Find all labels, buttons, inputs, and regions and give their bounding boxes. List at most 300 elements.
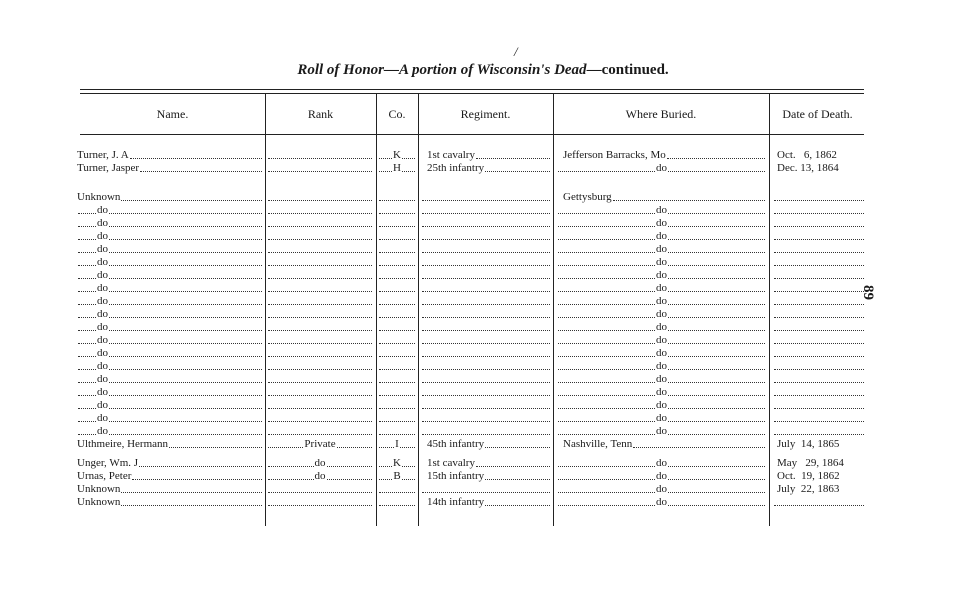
leader-dots [668, 226, 765, 227]
leader-dots [422, 408, 550, 409]
cell-name [77, 483, 263, 496]
leader-dots [422, 356, 550, 357]
rank-text: do [314, 470, 326, 482]
cell-date [773, 191, 865, 204]
cell-date [773, 334, 865, 347]
cell-rank [267, 412, 373, 425]
leader-dots [422, 213, 550, 214]
top-rule [80, 89, 864, 90]
rank-text: do [314, 457, 326, 469]
leader-dots [268, 291, 372, 292]
leader-dots [422, 226, 550, 227]
leader-dots [78, 278, 96, 279]
leader-dots [268, 492, 372, 493]
leader-dots [774, 278, 864, 279]
cell-where [557, 360, 766, 373]
where-text: do [656, 412, 667, 424]
name-text: do [97, 256, 108, 268]
where-text: do [656, 386, 667, 398]
cell-where [557, 295, 766, 308]
leader-dots [268, 200, 372, 201]
leader-dots [109, 356, 262, 357]
leader-dots [668, 466, 765, 467]
cell-name [77, 412, 263, 425]
where-text: do [656, 256, 667, 268]
cell-where [557, 191, 766, 204]
cell-where [557, 282, 766, 295]
cell-name [77, 373, 263, 386]
leader-dots [169, 447, 262, 448]
leader-dots [668, 434, 765, 435]
leader-dots [668, 239, 765, 240]
leader-dots [379, 200, 415, 201]
where-text: do [656, 347, 667, 359]
cell-co [378, 243, 416, 256]
leader-dots [268, 408, 372, 409]
leader-dots [668, 356, 765, 357]
leader-dots [668, 171, 765, 172]
leader-dots [379, 330, 415, 331]
leader-dots [422, 343, 550, 344]
cell-co [378, 386, 416, 399]
leader-dots [132, 479, 262, 480]
leader-dots [668, 382, 765, 383]
table-row [0, 496, 966, 509]
cell-where [557, 269, 766, 282]
cell-where [557, 334, 766, 347]
title-italic: Roll of Honor—A portion of Wisconsin's Dead [297, 62, 587, 78]
name-text: do [97, 308, 108, 320]
date-text: May 29, 1864 [777, 457, 844, 469]
table-row [0, 373, 966, 386]
cell-rank [267, 438, 373, 451]
where-text: do [656, 295, 667, 307]
cell-regiment [421, 308, 551, 321]
leader-dots [78, 356, 96, 357]
cell-co [378, 412, 416, 425]
regiment-text: 1st cavalry [427, 149, 475, 161]
leader-dots [422, 265, 550, 266]
cell-regiment [421, 399, 551, 412]
table-row [0, 321, 966, 334]
date-text: July 14, 1865 [777, 438, 840, 450]
leader-dots [613, 200, 765, 201]
leader-dots [422, 492, 550, 493]
name-text: Urnas, Peter [77, 470, 132, 482]
where-text: Gettysburg [563, 191, 612, 203]
leader-dots [668, 330, 765, 331]
cell-rank [267, 483, 373, 496]
cell-regiment [421, 149, 551, 162]
where-text: do [656, 217, 667, 229]
leader-dots [139, 466, 262, 467]
table-row [0, 347, 966, 360]
name-text: do [97, 321, 108, 333]
leader-dots [379, 171, 392, 172]
cell-name [77, 334, 263, 347]
leader-dots [379, 158, 392, 159]
name-text: do [97, 412, 108, 424]
where-text: do [656, 162, 667, 174]
leader-dots [668, 408, 765, 409]
name-text: Unger, Wm. J [77, 457, 139, 469]
leader-dots [379, 278, 415, 279]
cell-co [378, 295, 416, 308]
cell-co [378, 282, 416, 295]
table-row [0, 149, 966, 162]
leader-dots [422, 382, 550, 383]
cell-regiment [421, 386, 551, 399]
leader-dots [268, 382, 372, 383]
cell-name [77, 269, 263, 282]
cell-co [378, 162, 416, 175]
leader-dots [109, 291, 262, 292]
where-text: do [656, 360, 667, 372]
leader-dots [109, 395, 262, 396]
leader-dots [109, 317, 262, 318]
leader-dots [268, 356, 372, 357]
header-name: Name. [156, 107, 189, 121]
table-row [0, 425, 966, 438]
cell-name [77, 347, 263, 360]
cell-date [773, 470, 865, 483]
cell-regiment [421, 295, 551, 308]
cell-name [77, 191, 263, 204]
cell-regiment [421, 483, 551, 496]
leader-dots [268, 479, 314, 480]
header-rule [80, 134, 864, 135]
leader-dots [422, 369, 550, 370]
where-text: do [656, 399, 667, 411]
cell-where [557, 321, 766, 334]
leader-dots [558, 408, 655, 409]
table-row [0, 457, 966, 470]
cell-regiment [421, 425, 551, 438]
cell-rank [267, 204, 373, 217]
name-text: Turner, Jasper [77, 162, 140, 174]
cell-name [77, 438, 263, 451]
regiment-text: 1st cavalry [427, 457, 475, 469]
cell-name [77, 399, 263, 412]
leader-dots [774, 213, 864, 214]
leader-dots [422, 239, 550, 240]
cell-where [557, 308, 766, 321]
leader-dots [774, 252, 864, 253]
table-row [0, 470, 966, 483]
cell-where [557, 256, 766, 269]
leader-dots [379, 265, 415, 266]
leader-dots [558, 395, 655, 396]
name-text: Ulthmeire, Hermann [77, 438, 169, 450]
leader-dots [379, 505, 415, 506]
leader-dots [774, 304, 864, 305]
table-row [0, 191, 966, 204]
header-regiment: Regiment. [460, 107, 511, 121]
name-text: Turner, J. A [77, 149, 129, 161]
table-row [0, 162, 966, 175]
leader-dots [668, 395, 765, 396]
leader-dots [78, 369, 96, 370]
leader-dots [667, 158, 765, 159]
cell-co [378, 321, 416, 334]
cell-regiment [421, 470, 551, 483]
cell-name [77, 496, 263, 509]
cell-where [557, 162, 766, 175]
cell-name [77, 386, 263, 399]
where-text: do [656, 204, 667, 216]
top-rule-second [80, 93, 864, 94]
leader-dots [422, 317, 550, 318]
leader-dots [668, 369, 765, 370]
leader-dots [268, 171, 372, 172]
leader-dots [268, 447, 303, 448]
leader-dots [668, 317, 765, 318]
title-continued: —continued. [586, 62, 669, 78]
cell-date [773, 295, 865, 308]
leader-dots [774, 382, 864, 383]
leader-dots [78, 213, 96, 214]
cell-where [557, 425, 766, 438]
cell-co [378, 191, 416, 204]
cell-date [773, 162, 865, 175]
leader-dots [78, 408, 96, 409]
leader-dots [668, 343, 765, 344]
cell-rank [267, 360, 373, 373]
cell-name [77, 217, 263, 230]
leader-dots [78, 434, 96, 435]
cell-rank [267, 269, 373, 282]
cell-rank [267, 321, 373, 334]
leader-dots [268, 466, 314, 467]
cell-regiment [421, 334, 551, 347]
leader-dots [78, 304, 96, 305]
cell-date [773, 347, 865, 360]
cell-name [77, 308, 263, 321]
cell-regiment [421, 412, 551, 425]
cell-name [77, 425, 263, 438]
leader-dots [379, 434, 415, 435]
cell-date [773, 230, 865, 243]
cell-where [557, 243, 766, 256]
where-text: Nashville, Tenn [563, 438, 633, 450]
cell-rank [267, 457, 373, 470]
cell-rank [267, 386, 373, 399]
leader-dots [422, 395, 550, 396]
leader-dots [558, 505, 655, 506]
where-text: do [656, 496, 667, 508]
cell-date [773, 321, 865, 334]
leader-dots [774, 421, 864, 422]
table-row [0, 399, 966, 412]
leader-dots [558, 356, 655, 357]
where-text: do [656, 308, 667, 320]
leader-dots [668, 492, 765, 493]
leader-dots [268, 317, 372, 318]
leader-dots [121, 492, 262, 493]
name-text: do [97, 399, 108, 411]
cell-co [378, 334, 416, 347]
leader-dots [379, 369, 415, 370]
leader-dots [337, 447, 372, 448]
cell-where [557, 217, 766, 230]
leader-dots [485, 479, 550, 480]
cell-name [77, 470, 263, 483]
leader-dots [422, 278, 550, 279]
name-text: Unknown [77, 483, 121, 495]
cell-date [773, 425, 865, 438]
leader-dots [422, 252, 550, 253]
leader-dots [109, 213, 262, 214]
cell-regiment [421, 373, 551, 386]
cell-co [378, 425, 416, 438]
leader-dots [774, 369, 864, 370]
date-text: Oct. 19, 1862 [777, 470, 840, 482]
cell-rank [267, 256, 373, 269]
leader-dots [109, 434, 262, 435]
leader-dots [558, 479, 655, 480]
leader-dots [379, 343, 415, 344]
page-mark: / [514, 44, 518, 59]
cell-rank [267, 230, 373, 243]
leader-dots [633, 447, 765, 448]
leader-dots [668, 304, 765, 305]
header-where-buried: Where Buried. [625, 107, 697, 121]
leader-dots [379, 317, 415, 318]
leader-dots [78, 252, 96, 253]
leader-dots [422, 200, 550, 201]
cell-where [557, 386, 766, 399]
cell-co [378, 483, 416, 496]
co-text: I [395, 438, 399, 450]
leader-dots [268, 158, 372, 159]
cell-date [773, 308, 865, 321]
date-text: Oct. 6, 1862 [777, 149, 837, 161]
cell-where [557, 438, 766, 451]
leader-dots [379, 226, 415, 227]
leader-dots [379, 213, 415, 214]
name-text: do [97, 217, 108, 229]
regiment-text: 15th infantry [427, 470, 485, 482]
leader-dots [268, 343, 372, 344]
where-text: do [656, 269, 667, 281]
leader-dots [668, 213, 765, 214]
leader-dots [558, 291, 655, 292]
regiment-text: 25th infantry [427, 162, 485, 174]
cell-where [557, 399, 766, 412]
leader-dots [402, 479, 415, 480]
leader-dots [109, 408, 262, 409]
cell-where [557, 412, 766, 425]
cell-co [378, 438, 416, 451]
cell-rank [267, 347, 373, 360]
leader-dots [268, 239, 372, 240]
leader-dots [268, 330, 372, 331]
cell-co [378, 470, 416, 483]
table-row [0, 334, 966, 347]
cell-co [378, 269, 416, 282]
cell-name [77, 282, 263, 295]
leader-dots [130, 158, 262, 159]
cell-where [557, 496, 766, 509]
cell-rank [267, 191, 373, 204]
leader-dots [774, 265, 864, 266]
cell-regiment [421, 438, 551, 451]
where-text: do [656, 373, 667, 385]
name-text: do [97, 243, 108, 255]
where-text: do [656, 425, 667, 437]
cell-name [77, 230, 263, 243]
leader-dots [558, 278, 655, 279]
date-text: July 22, 1863 [777, 483, 840, 495]
leader-dots [558, 317, 655, 318]
cell-co [378, 360, 416, 373]
leader-dots [109, 421, 262, 422]
cell-rank [267, 496, 373, 509]
table-row [0, 360, 966, 373]
leader-dots [109, 226, 262, 227]
cell-date [773, 438, 865, 451]
leader-dots [476, 158, 550, 159]
leader-dots [668, 291, 765, 292]
leader-dots [400, 447, 415, 448]
leader-dots [558, 382, 655, 383]
leader-dots [268, 213, 372, 214]
cell-date [773, 386, 865, 399]
where-text: do [656, 334, 667, 346]
regiment-text: 14th infantry [427, 496, 485, 508]
cell-date [773, 243, 865, 256]
header-rank: Rank [307, 107, 334, 121]
leader-dots [78, 330, 96, 331]
where-text: do [656, 457, 667, 469]
cell-co [378, 457, 416, 470]
name-text: do [97, 373, 108, 385]
leader-dots [379, 408, 415, 409]
cell-rank [267, 295, 373, 308]
leader-dots [402, 158, 415, 159]
table-row [0, 256, 966, 269]
leader-dots [668, 278, 765, 279]
cell-date [773, 149, 865, 162]
cell-date [773, 282, 865, 295]
where-text: do [656, 321, 667, 333]
cell-rank [267, 149, 373, 162]
leader-dots [774, 434, 864, 435]
cell-date [773, 399, 865, 412]
leader-dots [78, 317, 96, 318]
leader-dots [558, 265, 655, 266]
leader-dots [109, 382, 262, 383]
leader-dots [109, 304, 262, 305]
cell-date [773, 360, 865, 373]
leader-dots [268, 395, 372, 396]
cell-regiment [421, 457, 551, 470]
name-text: do [97, 230, 108, 242]
leader-dots [668, 265, 765, 266]
cell-name [77, 360, 263, 373]
cell-name [77, 162, 263, 175]
leader-dots [379, 291, 415, 292]
leader-dots [78, 421, 96, 422]
leader-dots [422, 291, 550, 292]
cell-rank [267, 334, 373, 347]
leader-dots [379, 466, 392, 467]
table-row [0, 295, 966, 308]
name-text: do [97, 295, 108, 307]
cell-date [773, 373, 865, 386]
header-date-of-death: Date of Death. [782, 107, 853, 121]
cell-rank [267, 308, 373, 321]
